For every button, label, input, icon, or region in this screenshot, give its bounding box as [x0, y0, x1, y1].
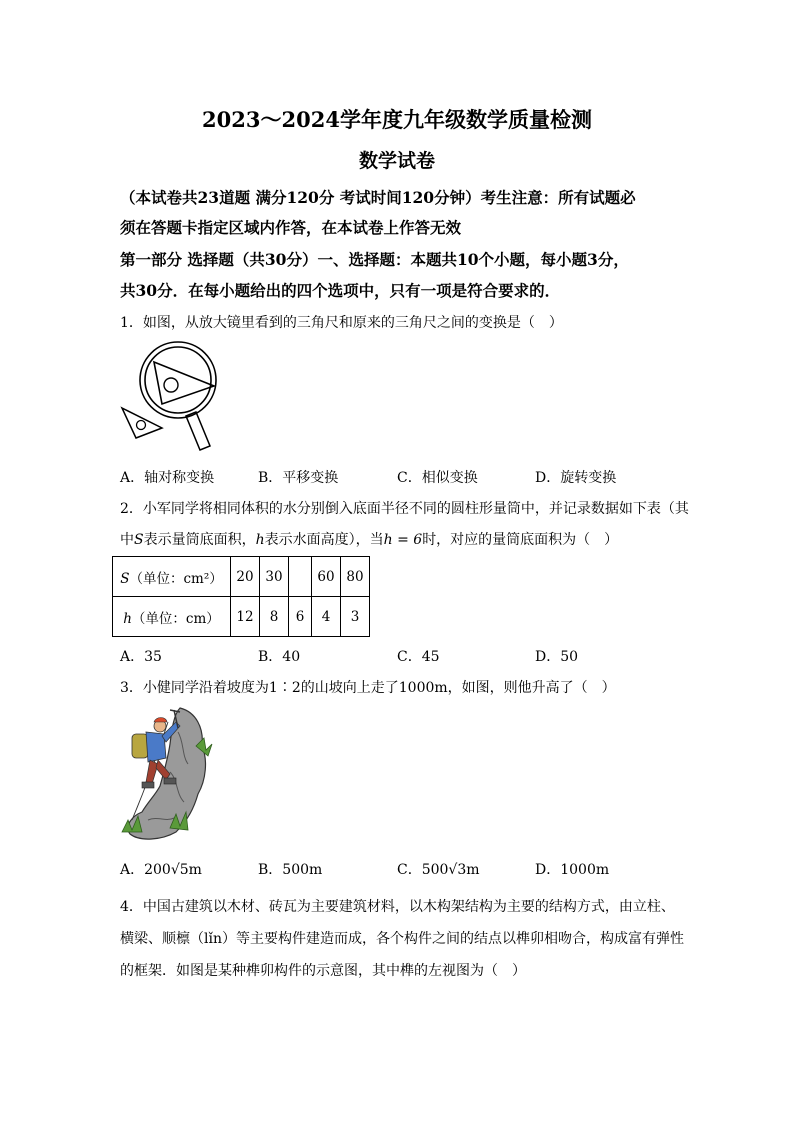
exam-title: 2023～2024学年度九年级数学质量检测 — [202, 107, 592, 132]
q2-data-table — [112, 556, 370, 637]
table-cell: 3 — [341, 597, 370, 637]
q3-option-d: D．1000m — [535, 862, 610, 878]
table-row-label: S（单位：cm²） — [113, 557, 231, 597]
table-cell: 80 — [341, 557, 370, 597]
part1-line-2: 共30分．在每小题给出的四个选项中，只有一项是符合要求的． — [120, 281, 561, 300]
magnifier-figure — [118, 338, 228, 456]
q2-stem-line-1: 2．小军同学将相同体积的水分别倒入底面半径不同的圆柱形量筒中，并记录数据如下表（其 — [120, 501, 689, 517]
q3-option-a: A．200√5m — [120, 862, 202, 878]
q1-option-c: C．相似变换 — [397, 470, 478, 486]
instructions-line-1: （本试卷共23道题 满分120分 考试时间120分钟）考生注意：所有试题必 — [120, 188, 636, 207]
q2-option-b: B．40 — [258, 649, 301, 665]
table-cell: 60 — [312, 557, 341, 597]
q3-stem: 3．小健同学沿着坡度为1∶2的山坡向上走了1000m，如图，则他升高了（ ） — [120, 680, 616, 696]
q2-option-a: A．35 — [120, 649, 162, 665]
table-cell: 12 — [231, 597, 260, 637]
table-row — [113, 597, 370, 637]
table-cell: 6 — [289, 597, 312, 637]
climber-figure — [118, 702, 218, 844]
q2-stem-line-2: 中S表示量筒底面积，h表示水面高度），当h = 6时，对应的量筒底面积为（ ） — [120, 532, 619, 548]
table-cell — [289, 557, 312, 597]
table-cell: 20 — [231, 557, 260, 597]
q1-option-a: A．轴对称变换 — [120, 470, 215, 486]
q4-stem-line-1: 4．中国古建筑以木材、砖瓦为主要建筑材料，以木构架结构为主要的结构方式，由立柱、 — [120, 899, 675, 915]
table-row — [113, 557, 370, 597]
table-cell: 4 — [312, 597, 341, 637]
q2-option-c: C．45 — [397, 649, 440, 665]
q4-stem-line-2: 横梁、顺檩（lǐn）等主要构件建造而成，各个构件之间的结点以榫卯相吻合，构成富有弹性 — [120, 931, 684, 947]
q1-option-d: D．旋转变换 — [535, 470, 617, 486]
q4-stem-line-3: 的框架．如图是某种榫卯构件的示意图，其中榫的左视图为（ ） — [120, 963, 526, 979]
table-cell: 30 — [260, 557, 289, 597]
q1-option-b: B．平移变换 — [258, 470, 339, 486]
instructions-line-2: 须在答题卡指定区域内作答，在本试卷上作答无效 — [120, 218, 462, 237]
q3-option-c: C．500√3m — [397, 862, 480, 878]
q2-option-d: D．50 — [535, 649, 579, 665]
part1-line-1: 第一部分 选择题（共30分）一、选择题：本题共10个小题，每小题3分， — [120, 250, 629, 269]
exam-subtitle: 数学试卷 — [358, 150, 435, 172]
q3-option-b: B．500m — [258, 862, 323, 878]
table-cell: 8 — [260, 597, 289, 637]
table-row-label: h（单位：cm） — [113, 597, 231, 637]
q1-stem: 1．如图，从放大镜里看到的三角尺和原来的三角尺之间的变换是（ ） — [120, 315, 563, 331]
